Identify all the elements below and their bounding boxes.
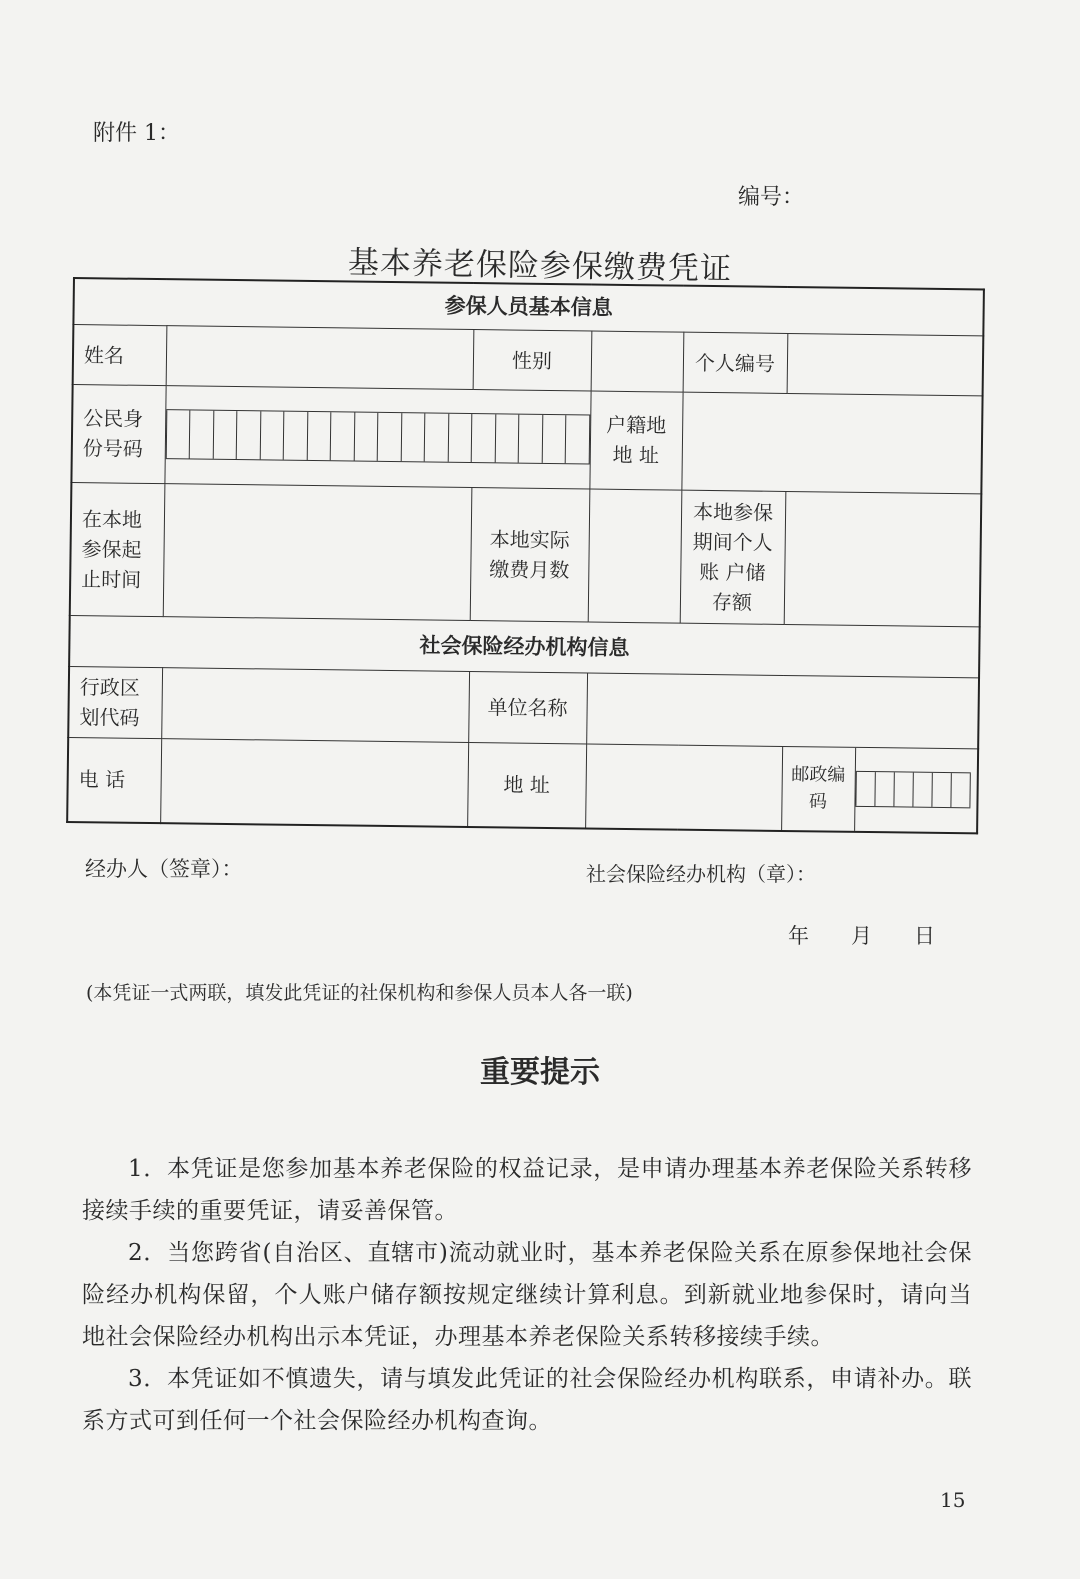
postcode-cell	[781, 746, 978, 833]
region-code-label: 行政区划代码	[68, 667, 162, 738]
household-address-label: 户籍地地 址	[589, 391, 682, 490]
local-period-label: 在本地参保起止时间	[70, 482, 165, 617]
region-code-field[interactable]	[161, 668, 469, 742]
year-label: 年	[788, 924, 809, 948]
address-field[interactable]	[585, 743, 782, 830]
postcode-field[interactable]	[855, 747, 978, 832]
tip-item: 1．本凭证是您参加基本养老保险的权益记录，是申请办理基本养老保险关系转移接续手续的重要凭证，请妥善保管。	[82, 1156, 972, 1224]
voucher-form	[66, 277, 983, 834]
personal-number-field[interactable]	[787, 334, 984, 396]
month-label: 月	[851, 924, 872, 948]
date-line	[788, 920, 977, 950]
serial-number-label: 编号：	[738, 185, 805, 210]
voucher-table	[66, 277, 985, 834]
tips-title: 重要提示	[480, 1055, 600, 1090]
local-period-field[interactable]	[163, 483, 472, 621]
paid-months-field[interactable]	[588, 489, 682, 624]
account-balance-field[interactable]	[784, 491, 982, 627]
tip-item: 2．当您跨省(自治区、直辖市)流动就业时，基本养老保险关系在原参保地社会保险经办机构保留，个人账户储存额按规定继续计算利息。到新就业地参保时，请向当地社会保险经办机构出示本凭证，办理基本养老保险关系转移接续手续。	[82, 1240, 972, 1350]
section-personal-info: 参保人员基本信息	[73, 278, 984, 336]
unit-name-field[interactable]	[586, 673, 979, 748]
id-number-boxes	[165, 409, 590, 464]
phone-field[interactable]	[160, 738, 468, 827]
phone-label: 电 话	[67, 737, 161, 823]
id-number-label: 公民身份号码	[71, 384, 165, 483]
postcode-label: 邮政编码	[782, 746, 856, 830]
copies-note: (本凭证一式两联，填发此凭证的社保机构和参保人员本人各一联)	[86, 982, 633, 1004]
tip-item: 3．本凭证如不慎遗失，请与填发此凭证的社会保险经办机构联系，申请补办。联系方式可到任何一个社会保险经办机构查询。	[82, 1366, 972, 1434]
paid-months-label: 本地实际缴费月数	[470, 487, 590, 622]
id-number-field[interactable]	[164, 385, 590, 488]
postcode-boxes	[855, 771, 971, 808]
gender-field[interactable]	[591, 331, 684, 392]
page-number: 15	[940, 1488, 966, 1512]
name-label: 姓名	[73, 325, 167, 386]
household-address-field[interactable]	[681, 392, 982, 494]
section-agency-info: 社会保险经办机构信息	[69, 616, 980, 678]
tips-list	[82, 1148, 972, 1442]
agency-seal-label: 社会保险经办机构（章）：	[586, 862, 816, 886]
unit-name-label: 单位名称	[468, 672, 587, 744]
name-field[interactable]	[166, 326, 474, 389]
day-label: 日	[914, 924, 935, 948]
personal-number-label: 个人编号	[683, 332, 788, 393]
attachment-label: 附件 1：	[93, 121, 180, 146]
address-label: 地 址	[467, 742, 586, 828]
gender-label: 性别	[473, 330, 592, 391]
form-title: 基本养老保险参保缴费凭证	[347, 244, 733, 288]
account-balance-label: 本地参保期间个人账 户储存额	[680, 490, 786, 625]
operator-signature-label: 经办人（签章）：	[85, 857, 243, 881]
